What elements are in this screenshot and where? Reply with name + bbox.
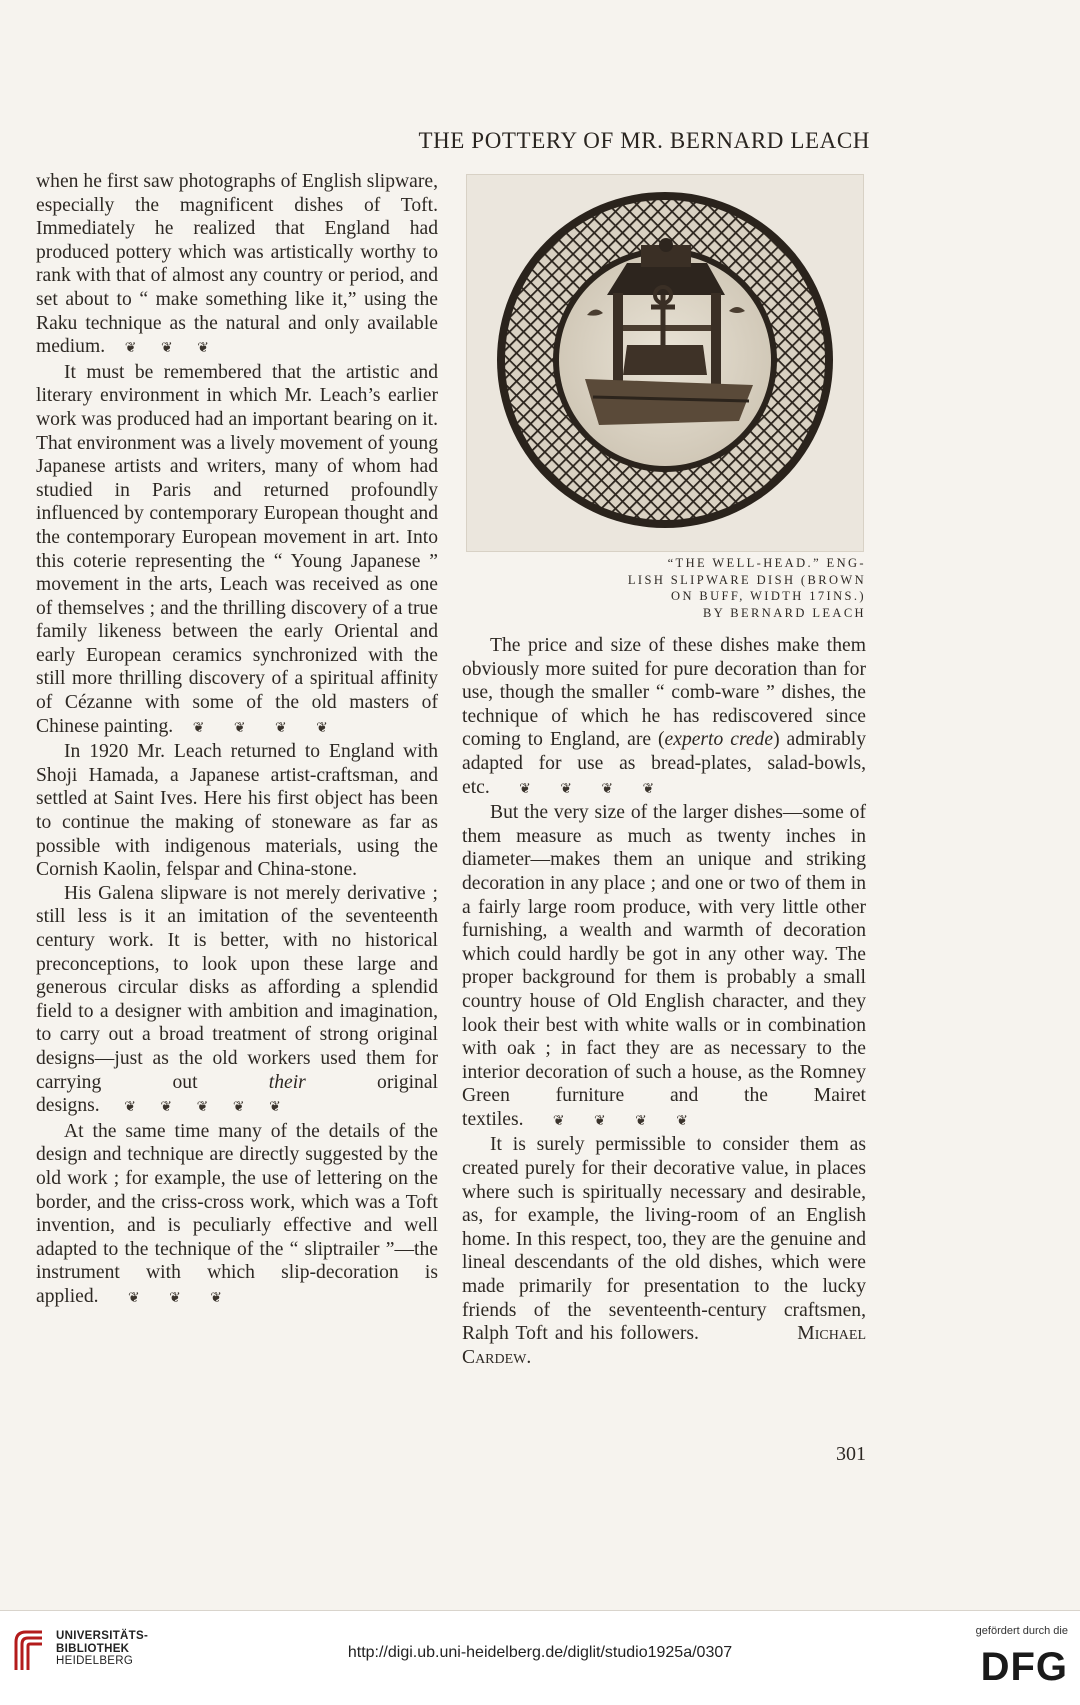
- ornament-icon: ❦: [316, 720, 328, 736]
- ornament-icon: ❦: [197, 341, 209, 357]
- funding-note: gefördert durch die: [975, 1625, 1068, 1637]
- left-paragraph-5: At the same time many of the details of the design and technique are directly suggested by the old work ; for example, the use of lettering on the border, and the criss-cross work, which was a Toft invention, and is peculiarly effective and well adapted to the technique of the “ sliptrailer ”—the instrument with which slip-decoration is applied. ❦ ❦ ❦: [36, 1120, 438, 1307]
- university-library-logo-icon: [12, 1628, 46, 1672]
- running-title: THE POTTERY OF MR. BERNARD LEACH: [418, 128, 870, 153]
- ornament-icon: ❦: [233, 720, 246, 736]
- university-library-name: UNIVERSITÄTS- BIBLIOTHEK HEIDELBERG: [56, 1630, 149, 1667]
- emphasis: their: [268, 1071, 306, 1093]
- right-paragraph-1: The price and size of these dishes make them obviously more suited for pure decoration than for use, though the smaller “ comb-ware ” dishes, the technique of which he has rediscovered since coming to England, are (experto crede) admirably adapted for use as bread-plates, salad-bowls, etc. ❦ ❦ ❦ ❦: [462, 635, 866, 798]
- caption-line-3: ON BUFF, WIDTH 17INS.): [671, 589, 866, 603]
- ornament-icon: ❦: [676, 1113, 688, 1129]
- caption-line-4: BY BERNARD LEACH: [703, 605, 866, 620]
- ornament-icon: ❦: [560, 781, 572, 797]
- ornament-icon: ❦: [552, 1113, 565, 1129]
- right-column: [462, 634, 866, 1369]
- caption-line-1: “THE WELL-HEAD.” ENG-: [667, 556, 866, 570]
- left-column: [36, 170, 438, 1311]
- ornament-icon: ❦: [124, 341, 137, 357]
- ornament-icon: ❦: [192, 720, 205, 736]
- left-paragraph-4: His Galena slipware is not merely derivative ; still less is it an imitation of the seventeenth century work. It is better, with no historical preconceptions, to look upon these large and generous circular disks as affording a splendid field to a designer with ambition and imagination, to carry out a broad treatment of strong original designs—just as the old workers used them for carrying out their original designs. ❦ ❦ ❦ ❦ ❦: [36, 882, 438, 1117]
- page-number: 301: [836, 1443, 866, 1465]
- ornament-icon: ❦: [642, 781, 655, 797]
- ornament-icon: ❦: [519, 781, 531, 797]
- photo-caption: [606, 555, 866, 621]
- right-paragraph-2: But the very size of the larger dishes—some of them measure as much as twenty inches in diameter—makes them an unique and striking decoration in any place ; and one or two of them in a fairly large room produce, with very little other furnishing, a wealth and warmth of decoration which could hardly be got in any other way. The proper background for them is probably a small country house of Old English character, and they look their best with white walls or in combination with oak ; in fact they are as necessary to the interior decoration of such a house, as the Romney Green furniture and the Mairet textiles. ❦ ❦ ❦ ❦: [462, 802, 866, 1130]
- ornament-icon: ❦: [127, 1290, 140, 1306]
- emphasis: experto crede: [664, 729, 774, 751]
- permalink[interactable]: http://digi.ub.uni-heidelberg.de/diglit/studio1925a/0307: [347, 1644, 733, 1661]
- ornament-icon: ❦: [124, 1100, 136, 1116]
- ornament-icon: ❦: [232, 1100, 245, 1116]
- right-paragraph-3: It is surely permissible to consider them as created purely for their decorative value, in places where such is spiritually necessary and desirable, as, for example, the living-room of an English home. In this respect, too, they are the genuine and lineal descendants of the old dishes, which were made primarily for presentation to the lucky friends of the seventeenth-century craftsmen, Ralph Toft and his followers. Michael Cardew.: [462, 1134, 867, 1368]
- left-paragraph-1: when he first saw photographs of English slipware, especially the magnificent dishes of Toft. Immediately he realized that England had produced pottery which was artistically worthy to rank with that of almost any country or period, and set about to “ make something like it,” using the Raku technique as the natural and only available medium. ❦ ❦ ❦: [36, 171, 438, 358]
- ornament-icon: ❦: [196, 1100, 209, 1116]
- dish-illustration: [467, 175, 863, 551]
- ornament-icon: ❦: [601, 781, 614, 797]
- ornament-icon: ❦: [160, 341, 173, 357]
- ornament-icon: ❦: [594, 1113, 606, 1129]
- dfg-logo: DFG: [980, 1645, 1068, 1689]
- left-paragraph-2: It must be remembered that the artistic and literary environment in which Mr. Leach’s earlier work was produced had an important bearing on it. That environment was a lively movement of young Japanese artists and writers, many of whom had studied in Paris and returned profoundly influenced by contemporary European thought and the contemporary European movement in art. Into this coterie representing the “ Young Japanese ” movement in the arts, Leach was received as one of themselves ; and the thrilling discovery of a true family likeness between the early Oriental and early European ceramics synchronized with the still more thrilling discovery of a spiritual affinity of Cézanne with some of the old masters of Chinese painting. ❦ ❦ ❦ ❦: [36, 361, 438, 737]
- left-paragraph-3: In 1920 Mr. Leach returned to England with Shoji Hamada, a Japanese artist-craftsman, and settled at Saint Ives. Here his first object has been to continue the making of stoneware as far as possible with indigenous materials, using the Cornish Kaolin, felspar and China-stone.: [36, 741, 438, 881]
- author-signature: Michael Cardew.: [462, 1323, 867, 1368]
- ornament-icon: ❦: [269, 1100, 281, 1116]
- ornament-icon: ❦: [210, 1290, 222, 1306]
- slipware-dish-photo: [466, 174, 864, 552]
- caption-line-2: LISH SLIPWARE DISH (BROWN: [627, 572, 866, 587]
- ornament-icon: ❦: [274, 720, 287, 736]
- ornament-icon: ❦: [635, 1113, 647, 1129]
- ornament-icon: ❦: [169, 1290, 181, 1306]
- ornament-icon: ❦: [160, 1100, 173, 1116]
